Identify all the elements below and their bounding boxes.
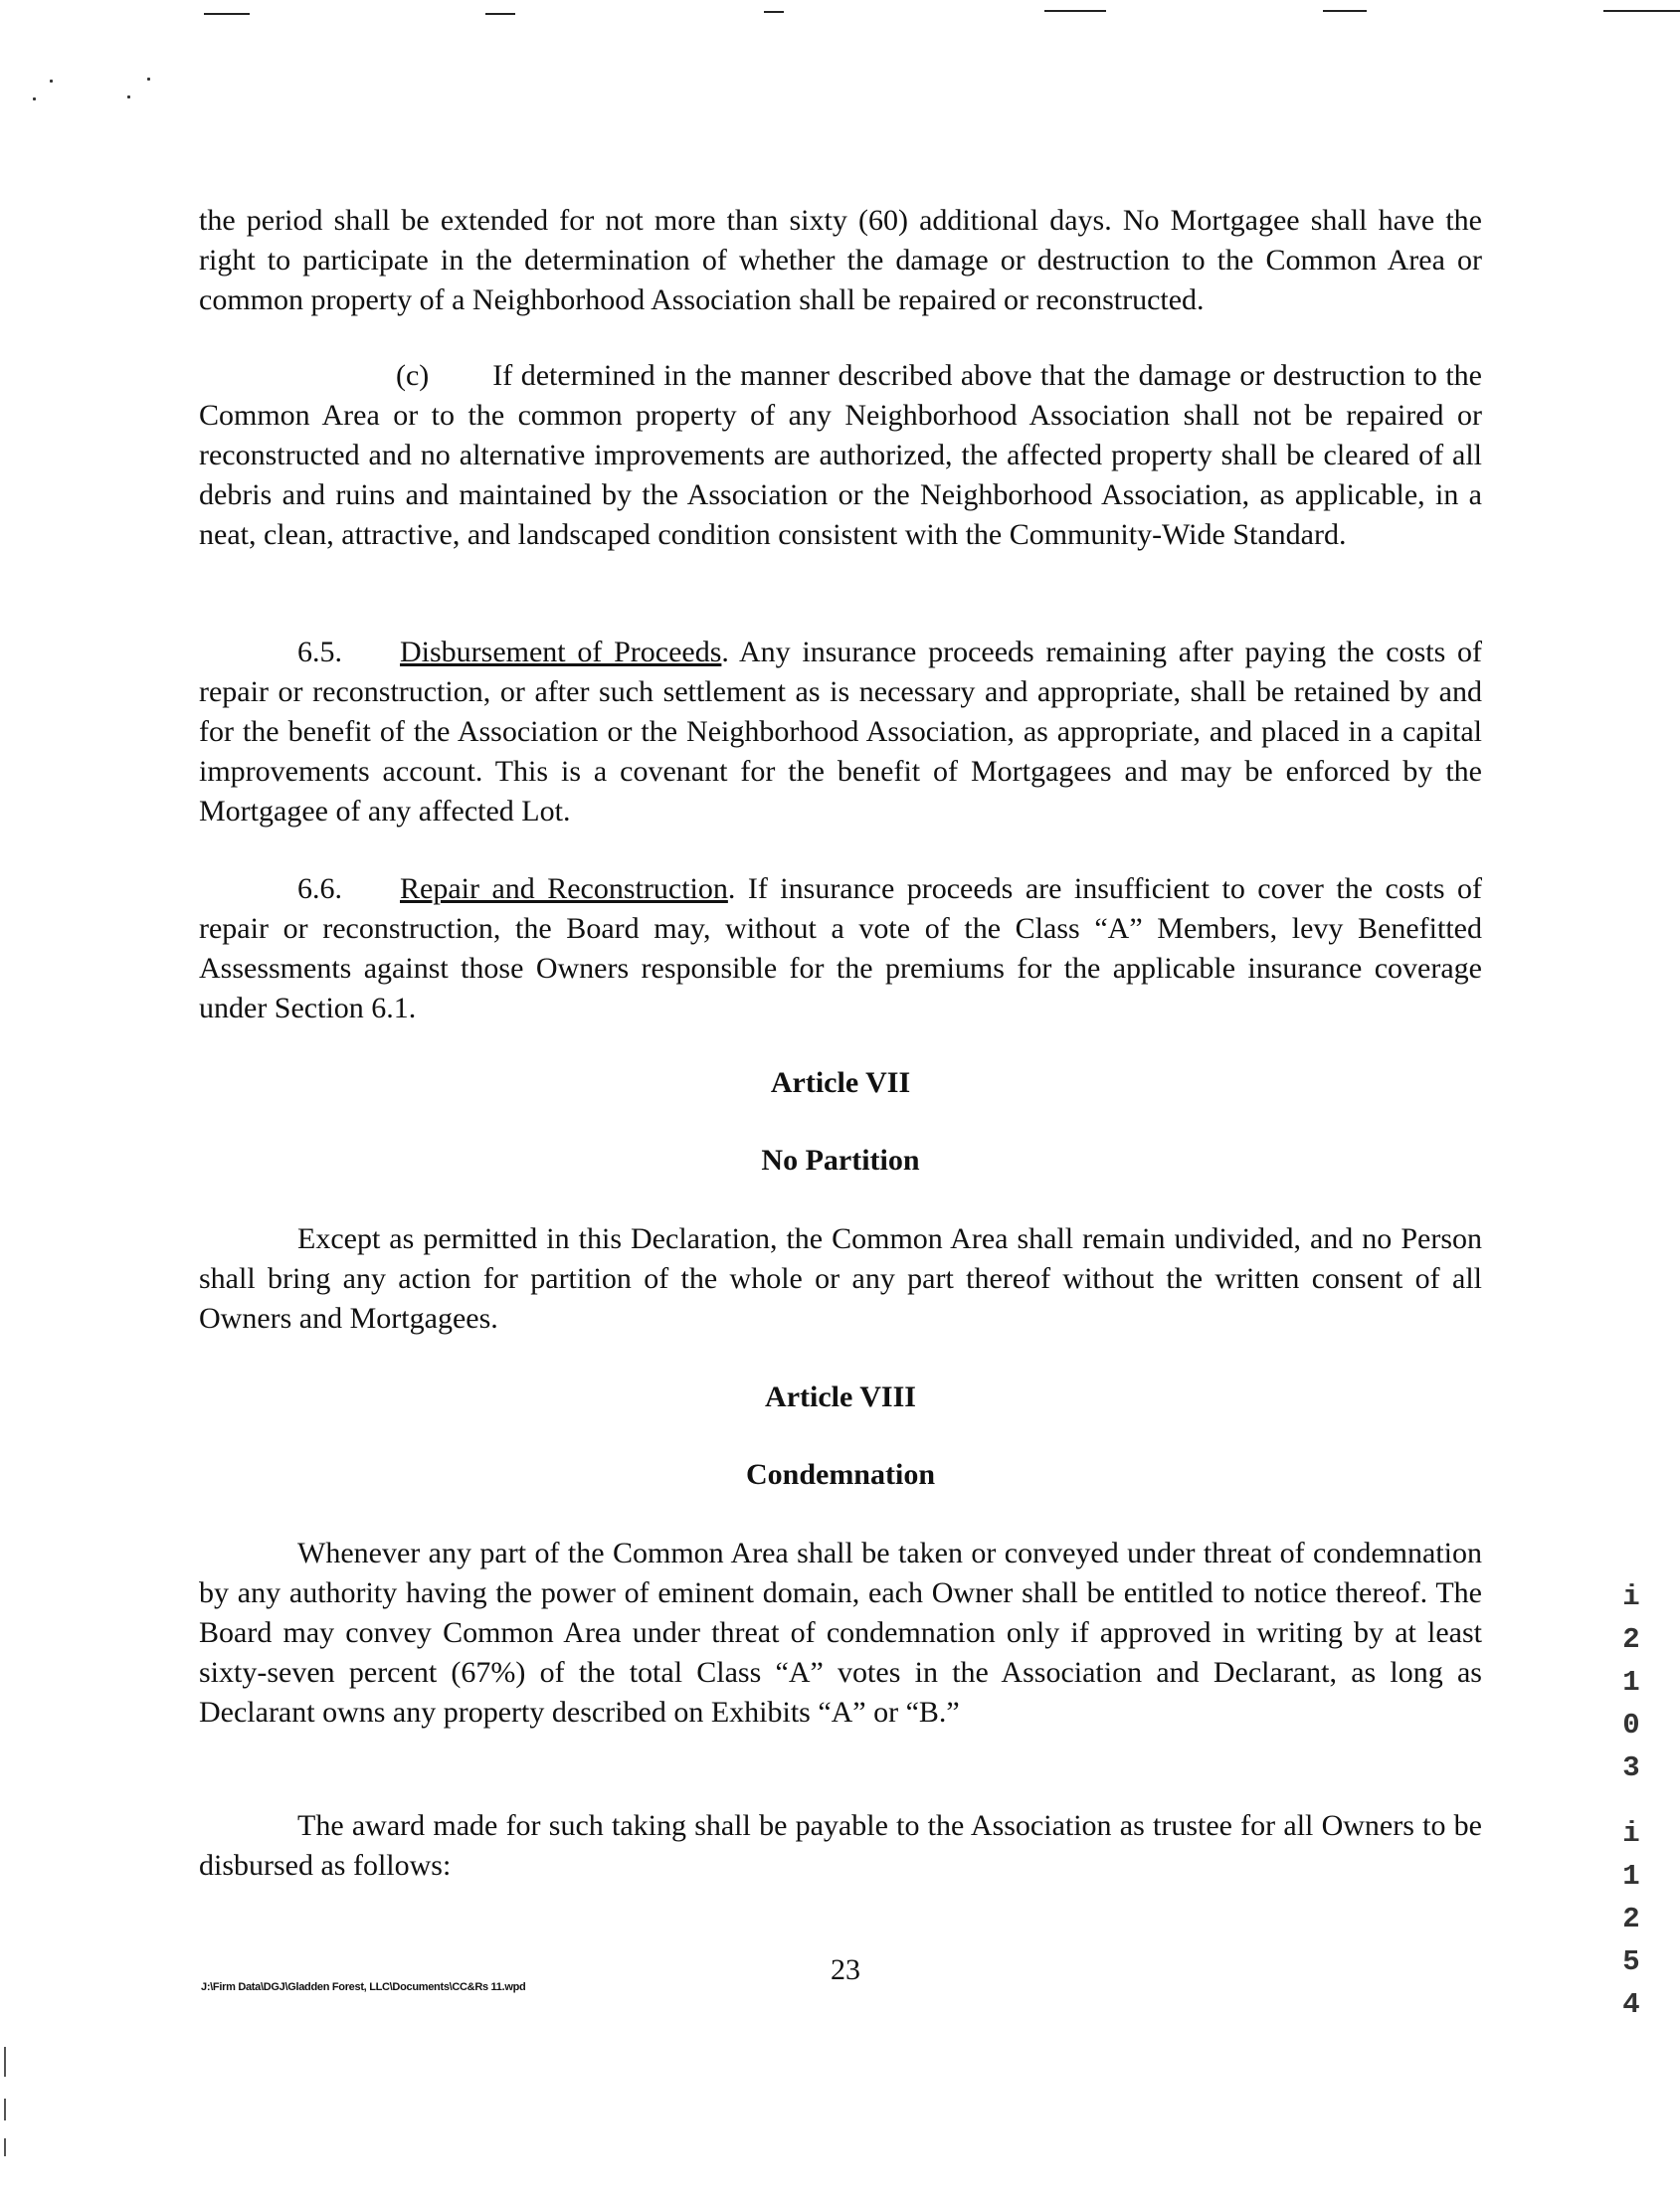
scan-mark: [485, 13, 515, 15]
section-title: Repair and Reconstruction: [400, 872, 728, 905]
article-heading: Article VII: [770, 1066, 911, 1099]
section-6-5: [199, 633, 1482, 831]
article-8-body-2: The award made for such taking shall be payable to the Association as trustee for all Owners to be disbursed as follows:: [199, 1809, 1482, 1882]
recording-stamp-digit: 3: [1622, 1751, 1640, 1784]
scan-mark: [764, 11, 784, 13]
recording-stamp-digit: 0: [1622, 1709, 1640, 1742]
page-number: 23: [831, 1953, 860, 1986]
scan-edge-mark: [4, 2099, 6, 2120]
section-body: . Any insurance proceeds remaining after paying the costs of repair or reconstruction, or after such settlement as is necessary and appropriate, shall be retained by and for the benefit of the Association or the Neighborhood Association, as appropriate, and placed in a capital improvements account. This is a covenant for the benefit of Mortgagees and may be enforced by the Mortgagee of any affected Lot.: [199, 636, 1482, 827]
scan-edge-mark: [4, 2138, 6, 2156]
recording-stamp-digit: 1: [1622, 1860, 1640, 1893]
scan-mark: [204, 13, 250, 15]
recording-stamp-digit: 2: [1622, 1903, 1640, 1935]
scan-speck: [50, 80, 53, 83]
article-title: No Partition: [761, 1144, 920, 1177]
section-number: 6.6.: [297, 872, 342, 905]
recording-stamp-digit: i: [1622, 1817, 1640, 1850]
paragraph-6-4-c: [199, 356, 1482, 555]
section-title: Disbursement of Proceeds: [400, 636, 722, 668]
recording-stamp-digit: 4: [1622, 1988, 1640, 2021]
article-7-body: Except as permitted in this Declaration, the Common Area shall remain undivided, and no Person shall bring any action for partition of the whole or any part thereof without the written consent of all Owners and Mortgagees.: [199, 1222, 1482, 1335]
scan-mark: [1603, 10, 1680, 12]
scan-speck: [127, 95, 130, 98]
article-heading: Article VIII: [765, 1380, 916, 1413]
scan-speck: [147, 78, 150, 81]
scan-mark: [1323, 10, 1367, 12]
paragraph-continuation: the period shall be extended for not more than sixty (60) additional days. No Mortgagee shall have the right to participate in the determination of whether the damage or destruction to the Common Area or common property of a Neighborhood Association shall be repaired or reconstructed.: [199, 204, 1482, 316]
scan-mark: [1044, 10, 1106, 12]
subsection-label: (c): [396, 359, 430, 392]
article-title: Condemnation: [745, 1458, 936, 1491]
recording-stamp-digit: 2: [1622, 1623, 1640, 1656]
scan-edge-mark: [4, 2047, 6, 2077]
scan-speck: [33, 97, 36, 100]
file-path: J:\Firm Data\DGJ\Gladden Forest, LLC\Documents\CC&Rs 11.wpd: [201, 1981, 526, 1993]
recording-stamp-digit: 1: [1622, 1666, 1640, 1699]
section-body: . If insurance proceeds are insufficient to cover the costs of repair or reconstruction, the Board may, without a vote of the Class “A” Members, levy Benefitted Assessments against those Owners responsible for the premiums for the applicable insurance coverage under Section 6.1.: [199, 872, 1482, 1024]
article-8-body-1: Whenever any part of the Common Area shall be taken or conveyed under threat of condemnation by any authority having the power of eminent domain, each Owner shall be entitled to notice thereof. The Board may convey Common Area under threat of condemnation only if approved in writing by at least sixty-seven percent (67%) of the total Class “A” votes in the Association and Declarant, as long as Declarant owns any property described on Exhibits “A” or “B.”: [199, 1537, 1482, 1729]
section-6-6: [199, 869, 1482, 1028]
subsection-text: If determined in the manner described above that the damage or destruction to the Common Area or to the common property of any Neighborhood Association shall not be repaired or reconstructed and no alternative improvements are authorized, the affected property shall be cleared of all debris and ruins and maintained by the Association or the Neighborhood Association, as applicable, in a neat, clean, attractive, and landscaped condition consistent with the Community-Wide Standard.: [199, 359, 1482, 551]
recording-stamp-digit: 5: [1622, 1945, 1640, 1978]
section-number: 6.5.: [297, 636, 342, 668]
recording-stamp-digit: i: [1622, 1580, 1640, 1613]
